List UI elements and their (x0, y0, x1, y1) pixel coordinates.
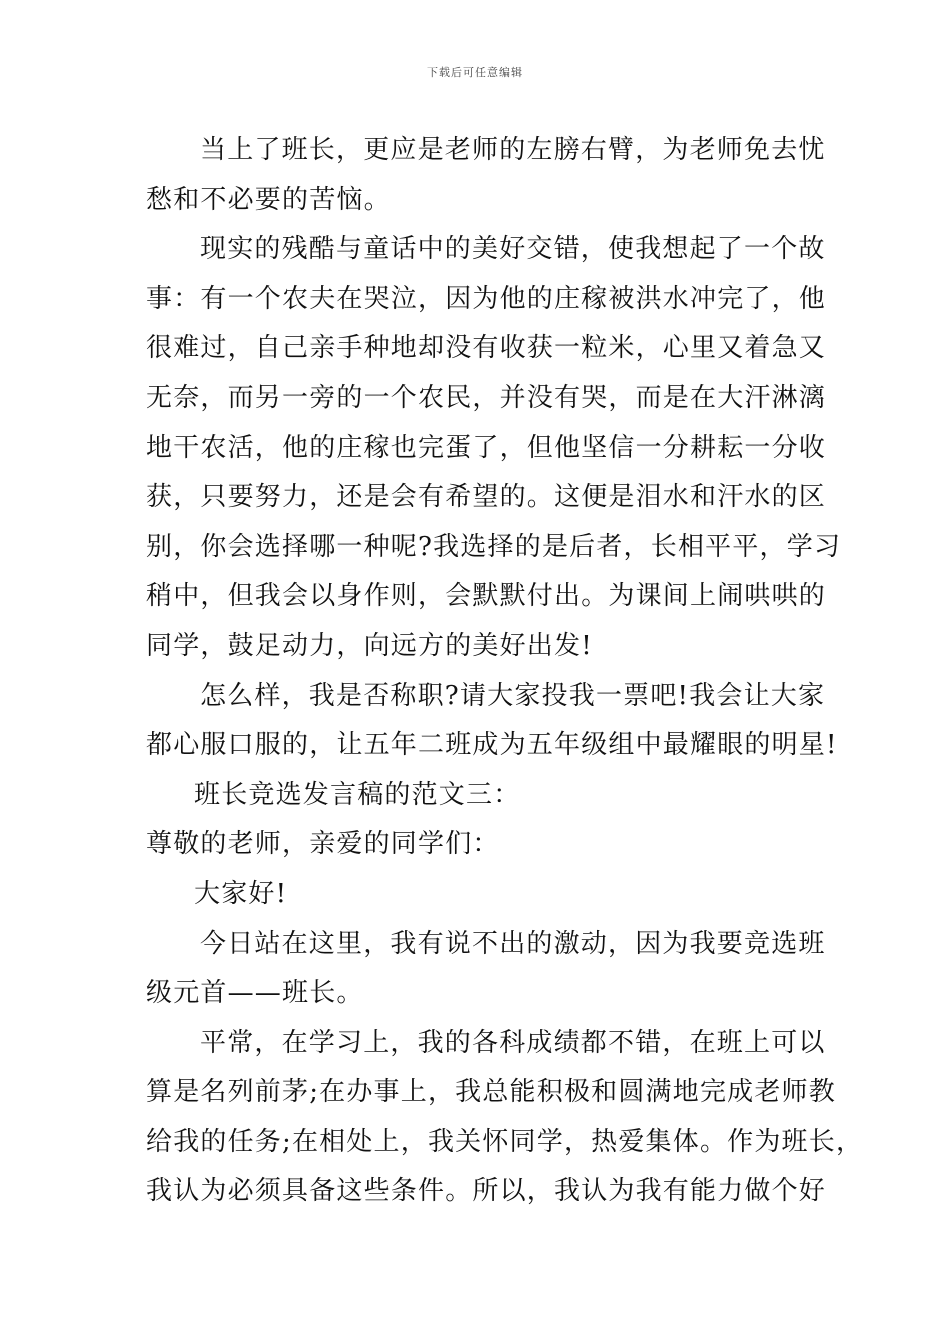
text-line: 地干农活，他的庄稼也完蛋了，但他坚信一分耕耘一分收 (146, 432, 827, 463)
text-line: 事：有一个农夫在哭泣，因为他的庄稼被洪水冲完了，他 (146, 283, 827, 314)
section-heading: 班长竞选发言稿的范文三： (194, 779, 521, 810)
salutation: 尊敬的老师，亲爱的同学们： (146, 829, 500, 860)
text-line: 别，你会选择哪一种呢?我选择的是后者，长相平平，学习 (146, 531, 842, 562)
document-body (146, 126, 864, 1217)
greeting: 大家好! (194, 878, 288, 909)
text-line: 算是名列前茅;在办事上，我总能积极和圆满地完成老师教 (146, 1077, 836, 1108)
text-line: 稍中，但我会以身作则，会默默付出。为课间上闹哄哄的 (146, 581, 827, 612)
text-line: 愁和不必要的苦恼。 (146, 184, 391, 215)
text-line: 现实的残酷与童话中的美好交错，使我想起了一个故 (200, 234, 826, 265)
text-line: 我认为必须具备这些条件。所以，我认为我有能力做个好 (146, 1176, 827, 1207)
text-line: 怎么样，我是否称职?请大家投我一票吧!我会让大家 (200, 680, 826, 711)
text-line: 级元首——班长。 (146, 978, 364, 1009)
text-line: 当上了班长，更应是老师的左膀右臂，为老师免去忧 (200, 135, 826, 165)
text-line: 平常，在学习上，我的各科成绩都不错，在班上可以 (200, 1027, 826, 1058)
text-line: 获，只要努力，还是会有希望的。这便是泪水和汗水的区 (146, 482, 827, 513)
text-line: 无奈，而另一旁的一个农民，并没有哭，而是在大汗淋漓 (146, 382, 827, 413)
text-line: 都心服口服的，让五年二班成为五年级组中最耀眼的明星! (146, 730, 838, 761)
text-line: 同学，鼓足动力，向远方的美好出发! (146, 630, 593, 661)
text-line: 给我的任务;在相处上，我关怀同学，热爱集体。作为班长， (146, 1126, 864, 1157)
text-line: 很难过，自己亲手种地却没有收获一粒米，心里又着急又 (146, 333, 827, 364)
page-header: 下载后可任意编辑 (427, 66, 523, 79)
text-line: 今日站在这里，我有说不出的激动，因为我要竞选班 (200, 928, 826, 959)
